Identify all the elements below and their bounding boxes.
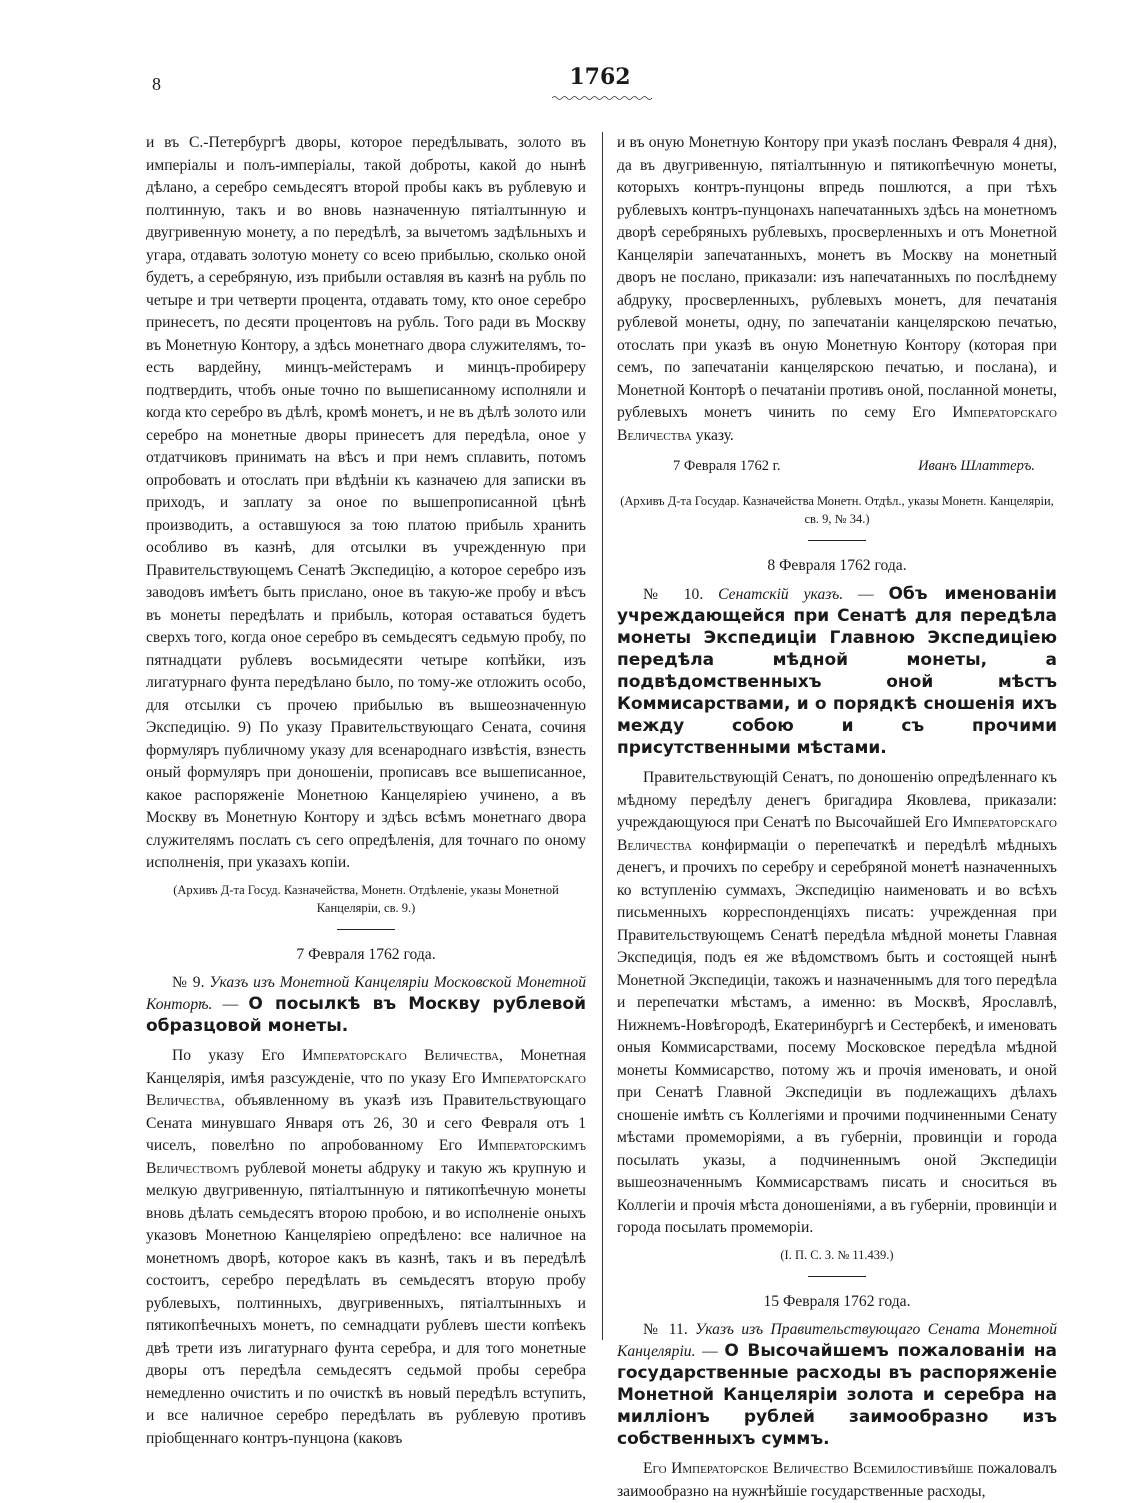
page-year-heading: 1762 — [569, 64, 631, 90]
decree-10-text-2: конфирмаціи о перепечаткѣ и передѣлѣ мѣдныхъ денегъ, и прочихъ по серебру и серебряной монетѣ назначенныхъ ко вступленію суммахъ, Экспедицію наименовать и во всѣхъ письменныхъ корреспонденціяхъ писать: учрежденная при Правительствующемъ Сенатѣ передѣла мѣдной монеты Главная Экспедиція, подъ ея же вѣдомствомъ быть и состоящей нынѣ Монетной Экспедиціи, такожъ и назначеннымъ для того передѣла и перепечатки мѣстамъ, а именно: въ Москвѣ, Ярославлѣ, Нижнемъ-Новѣгородѣ, Екатеринбургѣ и Сестербекѣ, и именовать оныя Коммисарствами, посему Московское передѣла мѣдной монеты Коммисарство, потому жъ и прочія именовать, и оной при Сенатѣ Главной Экспедиціи въ подлежащихъ дѣлахъ сношеніе имѣть съ Коллегіями и прочими подчиненными Сенату мѣстами промеморіями, а въ губерніи, провинціи и города посылать указы, а подчиненнымъ оной Экспедиціи вышеозначеннымъ Коммисарствамъ писать и сноситься въ Коллегіи и прочія мѣста доношеніями, а въ губерніи, провинціи и города посылать промеморіи. — [617, 836, 1057, 1236]
decree-11-dash: — — [702, 1343, 718, 1360]
decree-11-kind: Указъ изъ Правительствующаго Сената Монетной Канцеляріи. — [617, 1321, 1057, 1360]
right-continuation-text: и въ оную Монетную Контору при указѣ посланъ Февраля 4 дня), да въ двугривенную, пятіалтынную и пятикопѣечную монеты, которыхъ контръ-пунцоны впредь пошлются, а при тѣхъ рублевыхъ контръ-пунцонахъ напечатанныхъ здѣсь на монетномъ дворѣ серебряныхъ рублевыхъ, просверленныхъ и отъ Монетной Канцеляріи запечатанныхъ, монетъ въ Москву на монетный дворъ не послано, приказали: изъ напечатанныхъ по послѣднему абдруку, просверленныхъ, рублевыхъ монетъ, для печатанія рублевой монеты, одну, по запечатаніи канцелярскою печатью, отослать при указѣ въ оную Монетную Контору (которая при семъ, по запечатаніи канцелярскою печатью, и послана), и Монетной Конторѣ о печатаніи противъ оной, посланной монеты, рублевыхъ монетъ чинить по сему Его — [617, 134, 1057, 421]
decree-10-headline: Объ именованіи учреждающейся при Сенатѣ для передѣла монеты Экспедиціи Главною Экспедиціею передѣла мѣдной монеты, а подвѣдомственныхъ оной мѣстъ Коммисарствами, и о порядкѣ сношенія ихъ между собою и съ прочими присутственными мѣстами. — [617, 584, 1057, 758]
decree-11-number: № 11. — [643, 1321, 688, 1338]
decree-9-number: № 9. — [172, 974, 205, 991]
signature-signer: Иванъ Шлаттеръ. — [918, 458, 1035, 474]
signature-date: 7 Февраля 1762 г. — [673, 458, 781, 474]
decree-10-number: № 10. — [643, 586, 704, 603]
decree-9-title — [146, 972, 586, 1037]
right-column — [617, 132, 1057, 1503]
decree-11-text-1: пожаловалъ заимообразно на нужнѣйшіе государственные расходы, — [617, 1460, 1057, 1500]
right-continuation-majesty: Императорскаго Величества — [617, 404, 1057, 444]
decree-9-body — [146, 1045, 586, 1450]
decree-9-majesty-2: Императорскаго Величества — [146, 1069, 586, 1109]
column-divider-rule — [602, 132, 603, 1340]
decree-9-kind: Указъ изъ Монетной Канцеляріи Московской Монетной Конторѣ. — [146, 974, 586, 1013]
page-number: 8 — [152, 74, 161, 94]
section-divider — [808, 540, 866, 541]
decree-9-majesty-1: Императорскаго Величества — [301, 1047, 499, 1064]
decree-9-archive-source: (Архивъ Д-та Государ. Казначейства Монетн. Отдѣл., указы Монетн. Канцеляріи, св. 9, № 34.) — [620, 493, 1054, 526]
decree-9-majesty-3: Императорскимъ Величествомъ — [146, 1137, 586, 1177]
decree-9-date: 7 Февраля 1762 года. — [296, 945, 436, 963]
right-continuation-end: указу. — [691, 426, 734, 444]
decree-9-dash: — — [222, 996, 239, 1013]
archive-source-note: (Архивъ Д-та Госуд. Казначейства, Монетн. Отдѣленіе, указы Монетной Канцеляріи, св. 9.) — [173, 882, 559, 915]
left-column — [146, 132, 586, 1450]
decree-10-majesty: Императорскаго Величества — [617, 814, 1057, 854]
decree-10-date: 8 Февраля 1762 года. — [767, 556, 907, 574]
decree-10-title — [617, 583, 1057, 759]
continuation-paragraph: и въ С.-Петербургѣ дворы, которое передѣлывать, золото въ имперіалы и полъ-имперіалы, такой доброты, какой до нынѣ дѣлано, а серебро семьдесятъ второй пробы какъ въ рублевую и полтинную, такъ и во вновь назначенную пятіалтынную и двугривенную монету, а по передѣлѣ, за вычетомъ задѣльныхъ и угара, отдавать золотую монету со всею прибылью, сколько оной будетъ, а серебряную, изъ прибыли оставляя въ казнѣ на рубль по четыре и три четверти процента, отдавать тому, кто оное серебро принесетъ, по десяти процентовъ на рубль. Того ради въ Москву въ Монетную Контору, а здѣсь монетнаго двора служителямъ, то-есть вардейну, минцъ-мейстерамъ и минцъ-пробиреру подтвердить, чтобъ оные точно по вышеписанному исполняли и когда кто серебро въ дѣлѣ, кромѣ монетъ, и не въ дѣлѣ золото или серебро на монетные дворы принесетъ для передѣла, оное у отдатчиковъ принимать на вѣсъ и при немъ сплавить, потомъ опробовать и отослать при вѣдѣніи къ казначею для записки въ приходъ, и заплату за оное по вышепрописанной цѣнѣ производить, а оставшуюся за тою платою прибыль хранить особливо въ казнѣ, для отсылки въ учрежденную при Правительствующемъ Сенатѣ Экспедицію, а которое серебро изъ заводовъ имѣетъ быть прислано, оное въ такую-же пробу и вѣсъ въ монеты передѣлать и прибыль, которая оставаться будетъ сверхъ того, когда оное серебро въ семьдесятъ седьмую пробу, по пятнадцати рублевъ восьмидесяти четыре копѣйки, изъ лигатурнаго фунта передѣлано было, по тому-же отложить особо, для отсылки съ прочею прибылью въ вышеозначенную Экспедицію. 9) По указу Правительствующаго Сената, сочиня формуляръ публичному указу для всенароднаго извѣстія, взнесть оный формуляръ при доношеніи, прописавъ все вышеписанное, какое распоряженіе Монетною Канцеляріею учинено, а въ Москву въ Монетную Контору и здѣсь всѣмъ монетнаго двора служителямъ послать съ сего опредѣленія, для точнаго по оному исполненія, при указахъ копіи. — [146, 134, 586, 871]
section-divider — [337, 929, 395, 930]
decree-9-text-2: , Монетная Канцелярія, имѣя разсужденіе, что по указу Его — [146, 1047, 586, 1087]
year-ornament — [552, 95, 652, 101]
right-continuation-paragraph — [617, 132, 1057, 447]
decree-11-body — [617, 1458, 1057, 1503]
decree-9-text-4: рублевой монеты абдруку и такую жъ крупную и мелкую двугривенную, пятіалтынную и пятикопѣечную монеты вновь дѣлать семьдесятъ второю пробою, и во исполненіе оныхъ указовъ Монетною Канцеляріею опредѣлено: все наличное на монетномъ дворѣ, которое какъ въ казнѣ, такъ и въ передѣлѣ состоитъ, серебро передѣлать въ семьдесятъ вторую пробу рублевыхъ, полтинныхъ, двугривенныхъ, пятіалтынныхъ и пятикопѣечныхъ монетъ, по семнадцати рублевъ шести копѣекъ двѣ трети изъ лигатурнаго фунта серебра, и для того монетные дворы отъ передѣла семьдесятъ седьмой пробы серебра немедленно очистить и по очисткѣ въ новый передѣлъ вступить, и все наличное серебро передѣлать въ рублевую противъ пріобщеннаго контръ-пунцона (каковъ — [146, 1159, 586, 1447]
decree-9-text-1: По указу Его — [172, 1047, 302, 1064]
decree-11-title — [617, 1319, 1057, 1450]
section-divider — [808, 1276, 866, 1277]
decree-9-text-3: , объявленному въ указѣ изъ Правительствующаго Сената минувшаго Января отъ 26, 30 и сего Февраля отъ 1 чиселъ, повелѣно по апробованному Его — [146, 1092, 586, 1154]
decree-11-date: 15 Февраля 1762 года. — [763, 1292, 911, 1310]
decree-10-source: (I. П. С. З. № 11.439.) — [780, 1247, 894, 1262]
decree-10-body — [617, 767, 1057, 1240]
signature-line — [617, 447, 1057, 486]
decree-10-kind: Сенатскій указъ. — [718, 586, 844, 603]
decree-10-text-1: Правительствующій Сенатъ, по доношенію опредѣленнаго къ мѣдному передѣлу денегъ бригадира Яковлева, приказали: учреждающуюся при Сенатѣ по Высочайшей Его — [617, 769, 1057, 831]
decree-9-headline: О посылкѣ въ Москву рублевой образцовой монеты. — [146, 994, 586, 1036]
decree-11-majesty: Его Императорское Величество Всемилостивѣйше — [643, 1460, 974, 1477]
decree-10-dash: — — [858, 586, 874, 603]
decree-11-headline: О Высочайшемъ пожалованіи на государственные расходы въ распоряженіе Монетной Канцеляріи золота и серебра на милліонъ рублей заимообразно изъ собственныхъ суммъ. — [617, 1341, 1057, 1449]
